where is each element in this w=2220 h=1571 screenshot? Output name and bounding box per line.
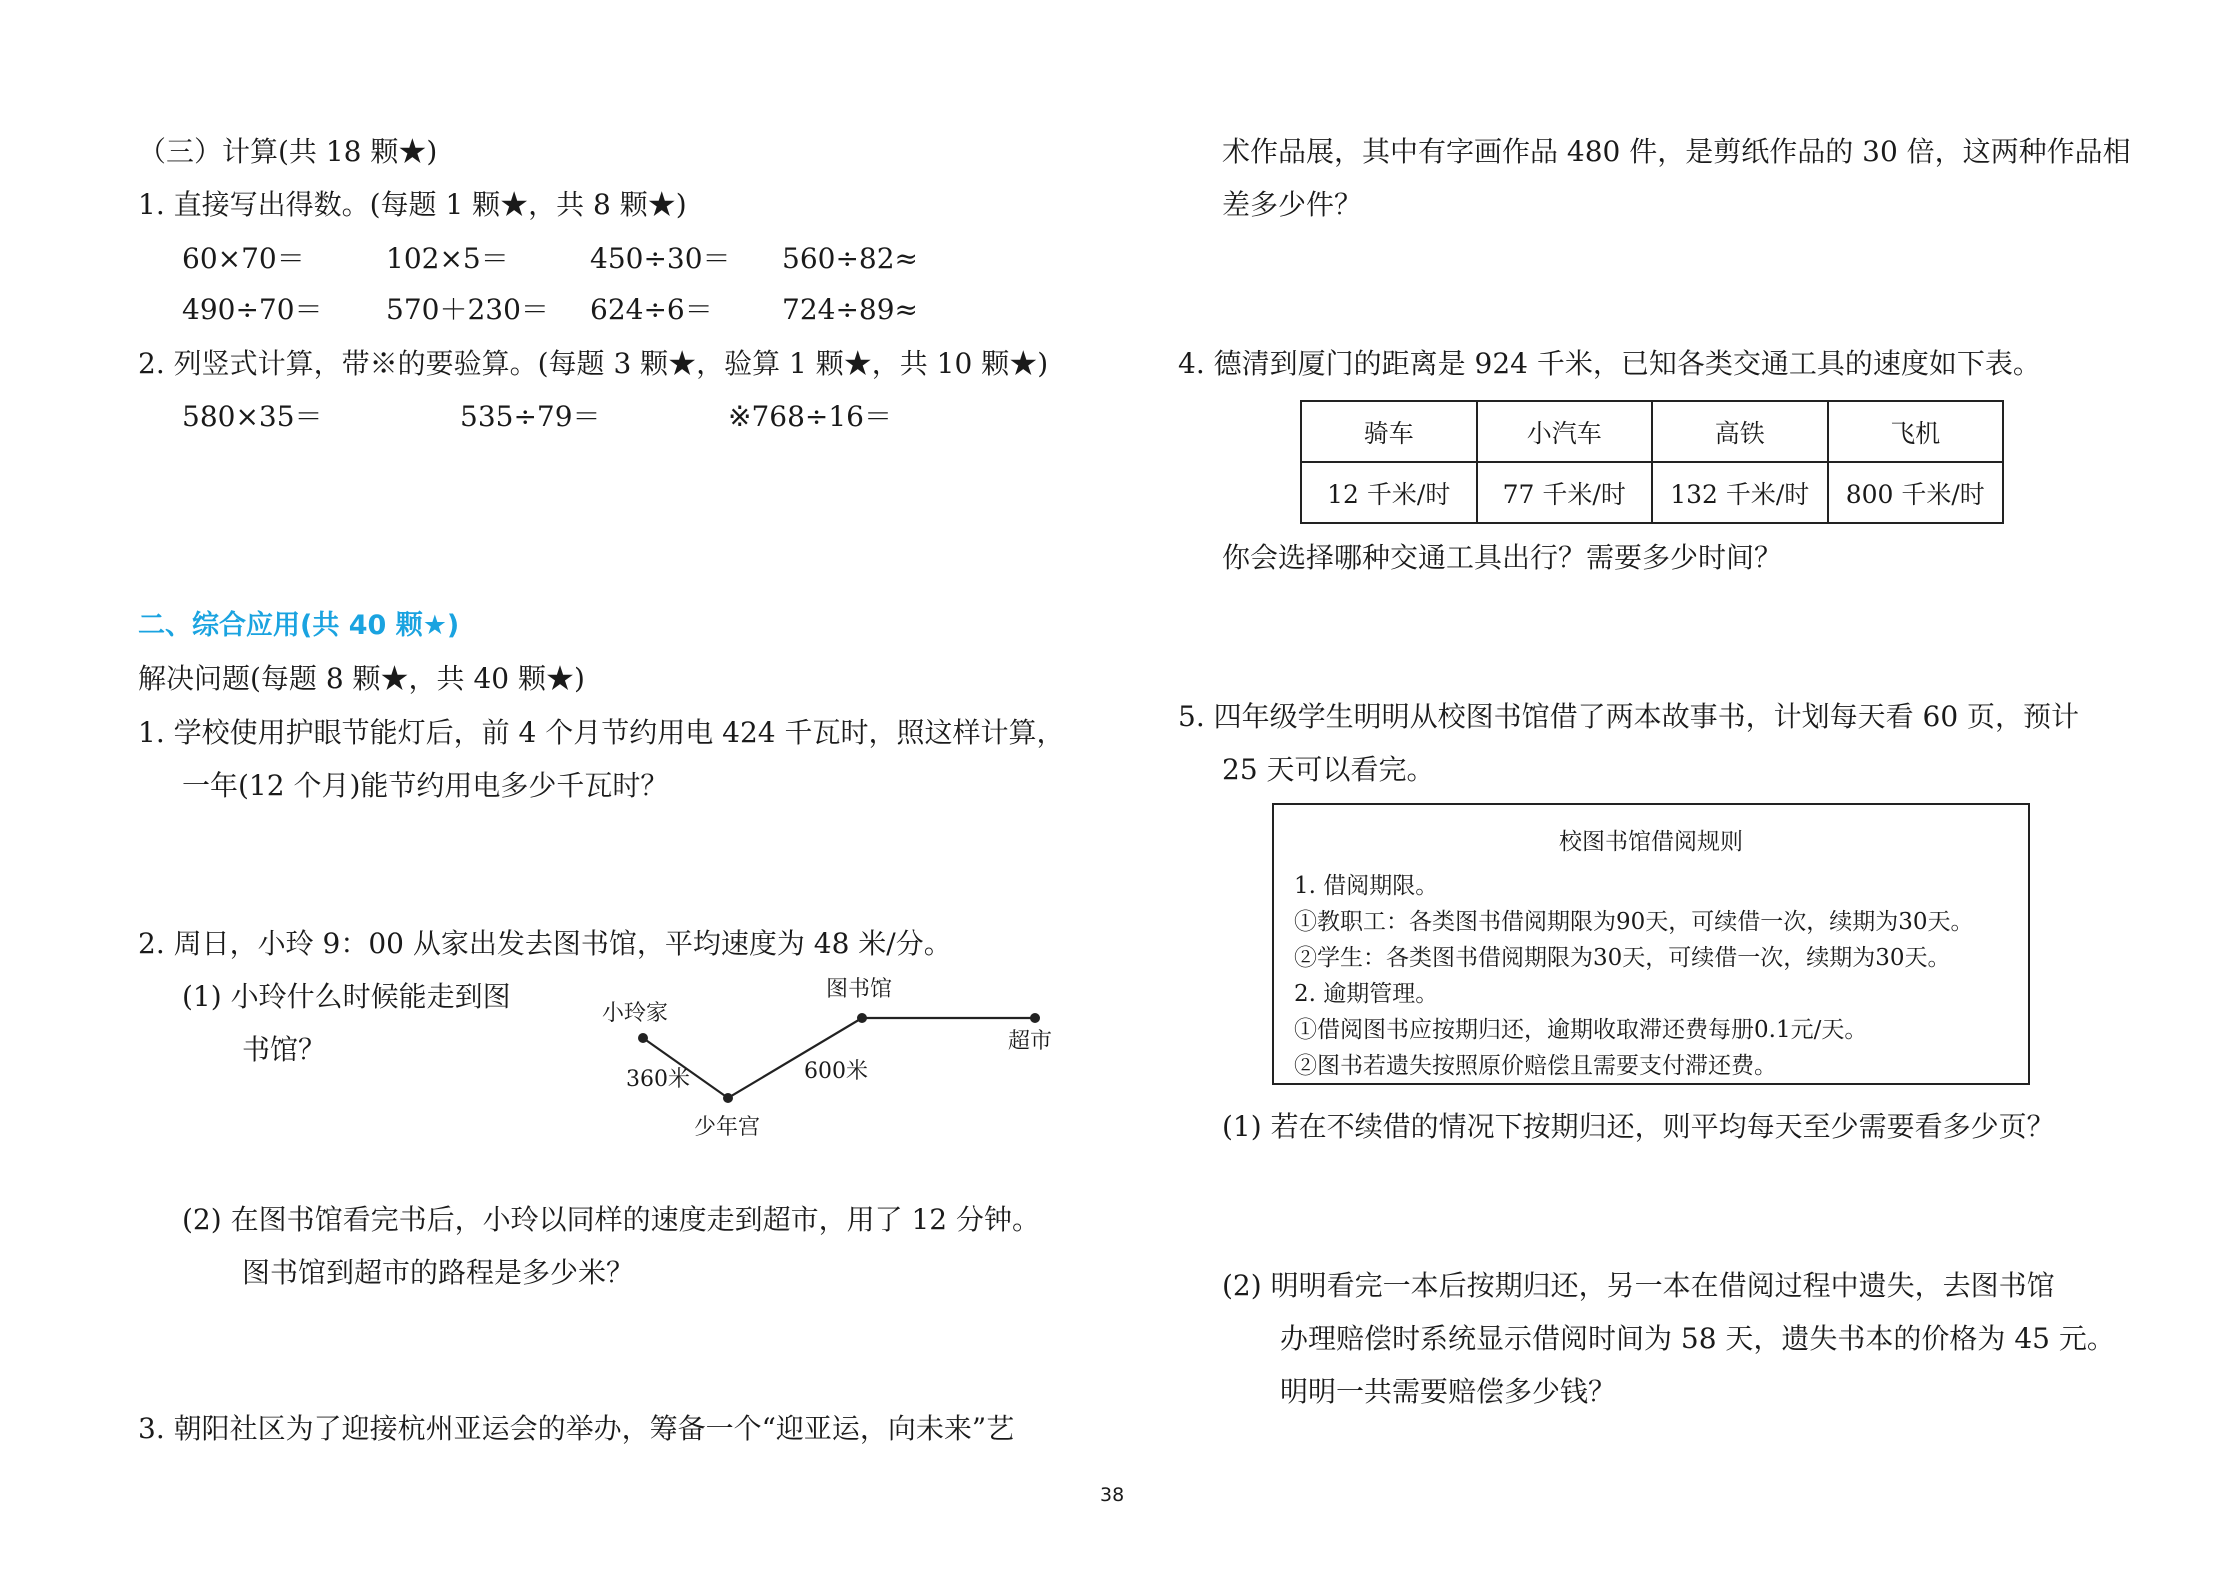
table-cell: 800 千米/时 — [1828, 462, 2004, 523]
problem-2-sub1-line1: (1) 小玲什么时候能走到图 — [182, 980, 511, 1013]
table-header-cell: 高铁 — [1652, 401, 1828, 462]
palace-dot — [723, 1093, 733, 1103]
speed-table — [1300, 400, 2004, 524]
problem-2-line1: 2. 周日，小玲 9：00 从家出发去图书馆，平均速度为 48 米/分。 — [138, 927, 952, 960]
problem-5-sub2-line3: 明明一共需要赔偿多少钱？ — [1280, 1375, 1617, 1408]
problem-1-line1: 1. 学校使用护眼节能灯后，前 4 个月节约用电 424 千瓦时，照这样计算， — [138, 716, 1065, 749]
q2-item: ※768÷16＝ — [728, 400, 892, 433]
table-cell: 77 千米/时 — [1477, 462, 1653, 523]
problem-3-line2: 术作品展，其中有字画作品 480 件，是剪纸作品的 30 倍，这两种作品相 — [1222, 135, 2131, 168]
page-number: 38 — [1100, 1484, 1125, 1506]
solve-title: 解决问题(每题 8 颗★，共 40 颗★) — [138, 662, 585, 695]
rules-line: ①借阅图书应按期归还，逾期收取滞还费每册0.1元/天。 — [1294, 1017, 1868, 1043]
q2-item: 535÷79＝ — [460, 400, 601, 433]
market-label: 超市 — [1008, 1029, 1053, 1054]
rules-line: ②学生：各类图书借阅期限为30天，可续借一次，续期为30天。 — [1294, 945, 1951, 971]
part-2-title: 二、综合应用(共 40 颗★) — [138, 610, 460, 641]
problem-1-line2: 一年(12 个月)能节约用电多少千瓦时？ — [182, 769, 669, 802]
table-header-cell: 小汽车 — [1477, 401, 1653, 462]
route-line — [643, 1018, 1035, 1098]
distance-label-2: 600米 — [804, 1059, 868, 1084]
q2-title: 2. 列竖式计算，带※的要验算。(每题 3 颗★，验算 1 颗★，共 10 颗★) — [138, 347, 1049, 380]
home-dot — [638, 1033, 648, 1043]
market-dot — [1030, 1013, 1040, 1023]
q1-item: 450÷30＝ — [590, 242, 731, 275]
route-map — [590, 970, 1070, 1140]
problem-5-sub2-line1: (2) 明明看完一本后按期归还，另一本在借阅过程中遗失，去图书馆 — [1222, 1269, 2055, 1302]
q1-item: 624÷6＝ — [590, 293, 713, 326]
q1-item: 724÷89≈ — [782, 293, 918, 326]
distance-label-1: 360米 — [626, 1067, 690, 1092]
problem-5-sub2-line2: 办理赔偿时系统显示借阅时间为 58 天，遗失书本的价格为 45 元。 — [1280, 1322, 2115, 1355]
q1-item: 560÷82≈ — [782, 242, 918, 275]
problem-3-line3: 差多少件？ — [1222, 188, 1363, 221]
q1-item: 102×5＝ — [386, 242, 509, 275]
palace-label: 少年宫 — [694, 1115, 761, 1140]
problem-4-line1: 4. 德清到厦门的距离是 924 千米，已知各类交通工具的速度如下表。 — [1178, 347, 2041, 380]
rules-line: 2. 逾期管理。 — [1294, 981, 1439, 1007]
rules-line: ①教职工：各类图书借阅期限为90天，可续借一次，续期为30天。 — [1294, 909, 1974, 935]
problem-3-line1: 3. 朝阳社区为了迎接杭州亚运会的举办，筹备一个“迎亚运，向未来”艺 — [138, 1412, 1015, 1445]
problem-5-sub1: (1) 若在不续借的情况下按期归还，则平均每天至少需要看多少页？ — [1222, 1110, 2055, 1143]
q1-title: 1. 直接写出得数。(每题 1 颗★，共 8 颗★) — [138, 188, 687, 221]
problem-2-sub2-line2: 图书馆到超市的路程是多少米？ — [242, 1256, 635, 1289]
rules-line: ②图书若遗失按照原价赔偿且需要支付滞还费。 — [1294, 1053, 1777, 1079]
problem-4-question: 你会选择哪种交通工具出行？需要多少时间？ — [1222, 541, 1783, 574]
table-cell: 132 千米/时 — [1652, 462, 1828, 523]
library-label: 图书馆 — [826, 977, 893, 1002]
library-dot — [857, 1013, 867, 1023]
rules-title: 校图书馆借阅规则 — [1559, 829, 1743, 855]
q1-item: 570＋230＝ — [386, 293, 549, 326]
problem-2-sub2-line1: (2) 在图书馆看完书后，小玲以同样的速度走到超市，用了 12 分钟。 — [182, 1203, 1040, 1236]
library-rules-box — [1272, 803, 2030, 1085]
problem-5-line1: 5. 四年级学生明明从校图书馆借了两本故事书，计划每天看 60 页，预计 — [1178, 700, 2080, 733]
q1-item: 490÷70＝ — [182, 293, 323, 326]
table-cell: 12 千米/时 — [1301, 462, 1477, 523]
table-header-cell: 飞机 — [1828, 401, 2004, 462]
problem-2-sub1-line2: 书馆？ — [242, 1033, 327, 1066]
section-3-title: （三）计算(共 18 颗★) — [138, 135, 438, 168]
q2-item: 580×35＝ — [182, 400, 323, 433]
q1-item: 60×70＝ — [182, 242, 305, 275]
home-label: 小玲家 — [602, 1001, 669, 1026]
rules-line: 1. 借阅期限。 — [1294, 873, 1439, 899]
table-header-cell: 骑车 — [1301, 401, 1477, 462]
problem-5-line2: 25 天可以看完。 — [1222, 753, 1435, 786]
